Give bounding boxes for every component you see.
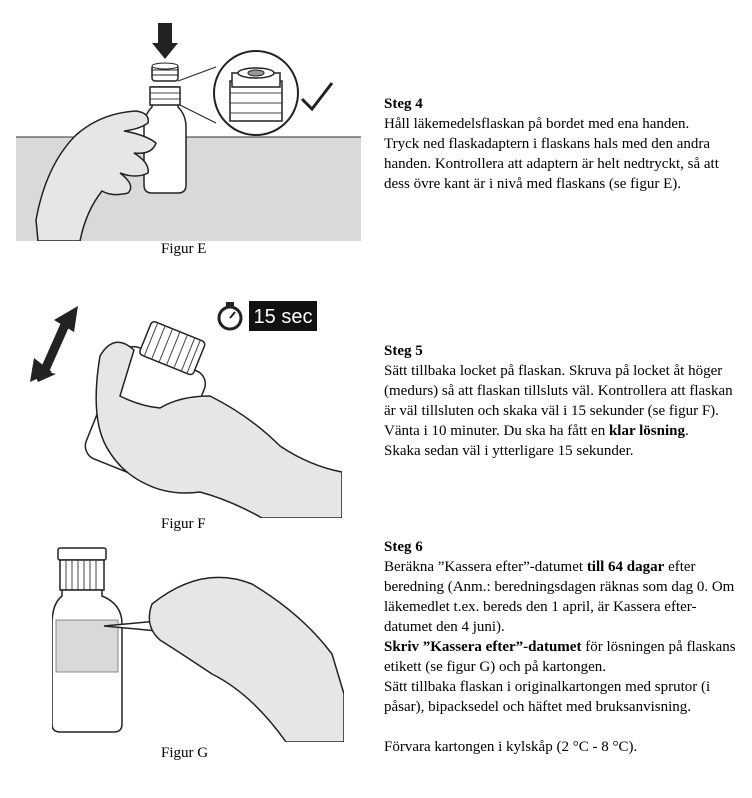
step-4-text-2: Tryck ned flaskadaptern i flaskans hals med den andra handen. Kontrollera att adaptern är helt nedtryckt, så att dess övre kant är i nivå med flaskans (se figur E). [384, 136, 719, 192]
medicine-bottle [52, 548, 122, 732]
push-down-arrow-icon [152, 23, 178, 59]
figure-f-illustration [30, 296, 342, 518]
stopwatch-icon [219, 302, 241, 329]
figure-f-caption: Figur F [161, 516, 206, 532]
checkmark-icon [302, 83, 332, 109]
timer-label: 15 sec [253, 306, 313, 328]
step-6-text-4: Förvara kartongen i kylskåp (2 °C - 8 °C). [384, 739, 638, 755]
figure-g-caption: Figur G [161, 745, 209, 761]
figure-e-caption: Figur E [161, 241, 207, 257]
step-5-text-3: Skaka sedan väl i ytterligare 15 sekunder. [384, 443, 634, 459]
step-6-bold-2: Skriv ”Kassera efter”-datumet [384, 639, 582, 655]
step-5-text-2: Vänta i 10 minuter. Du ska ha fått en klar lösning. [384, 423, 689, 439]
step-4 [384, 94, 744, 194]
timer-badge [249, 301, 317, 331]
step-5-title: Steg 5 [384, 343, 423, 359]
step-4-text-1: Håll läkemedelsflaskan på bordet med ena handen. [384, 116, 690, 132]
step-5 [384, 341, 744, 461]
step-6-title: Steg 6 [384, 539, 423, 555]
step-5-bold: klar lösning [608, 423, 685, 439]
bottle-adapter [152, 63, 178, 81]
step-6 [384, 537, 744, 757]
step-6-text-1: Beräkna ”Kassera efter”-datumet till 64 dagar efter beredning (Anm.: beredningsdagen räknas som dag 0. Om läkemedlet t.ex. bereds den 1 april, är Kassera efter-datumet den 4 juni). [384, 559, 735, 635]
step-6-text-3: Sätt tillbaka flaskan i originalkartongen med sprutor (i påsar), bipacksedel och häftet med bruksanvisning. [384, 679, 711, 715]
step-4-title: Steg 4 [384, 96, 423, 112]
zoom-detail-circle [214, 51, 298, 135]
shake-arrow-icon [30, 306, 78, 382]
bottle-label [56, 620, 118, 672]
figure-g-illustration [52, 544, 344, 742]
figure-e-illustration [16, 15, 361, 241]
step-6-bold-1: till 64 dagar [586, 559, 665, 575]
step-5-text-1: Sätt tillbaka locket på flaskan. Skruva på locket åt höger (medurs) så att flaskan tillsluts väl. Kontrollera att flaskan är väl tillsluten och skaka väl i 15 sekunder (se figur F). [384, 363, 733, 419]
step-6-text-2: Skriv ”Kassera efter”-datumet för lösningen på flaskans etikett (se figur G) och på kartongen. [384, 639, 736, 675]
hand [149, 577, 344, 742]
